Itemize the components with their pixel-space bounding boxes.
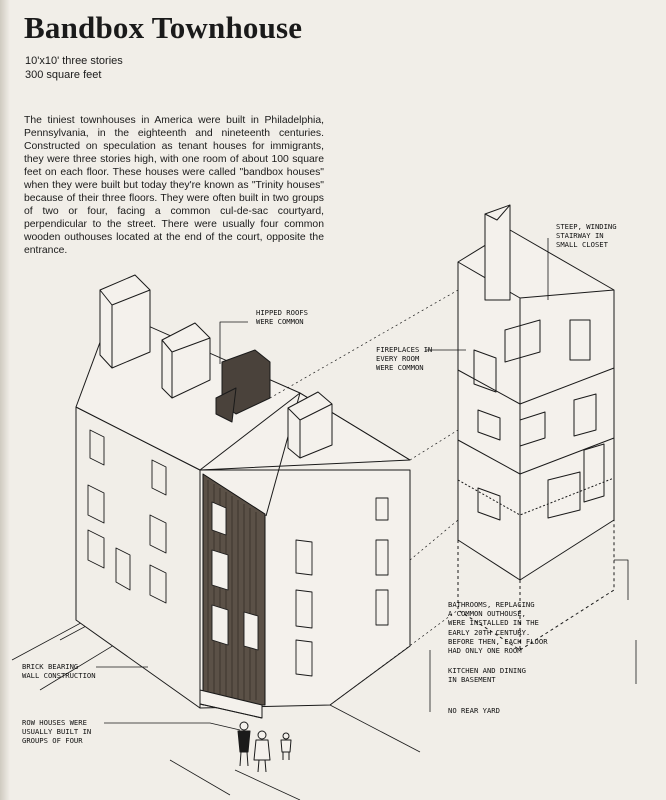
kitchen-note: KITCHEN AND DINING IN BASEMENT xyxy=(448,666,526,685)
people-figures xyxy=(238,722,291,772)
bathrooms-note: BATHROOMS, REPLACING A COMMON OUTHOUSE, WERE INSTALLED IN THE EARLY 20TH CENTURY. BEFORE THEN, EACH FLOOR HAD ONLY ONE ROOM xyxy=(448,600,548,656)
area-spec: 300 square feet xyxy=(25,69,102,81)
page-title: Bandbox Townhouse xyxy=(24,10,303,45)
row-houses-note: ROW HOUSES WERE USUALLY BUILT IN GROUPS OF FOUR xyxy=(22,718,92,746)
brick-bearing-note: BRICK BEARING WALL CONSTRUCTION xyxy=(22,662,96,681)
cutaway-house-drawing xyxy=(458,205,614,650)
hipped-roofs-note: HIPPED ROOFS WERE COMMON xyxy=(256,308,308,327)
stairway-note: STEEP, WINDING STAIRWAY IN SMALL CLOSET xyxy=(556,222,617,250)
description-paragraph: The tiniest townhouses in America were built in Philadelphia, Pennsylvania, in the eighteenth and nineteenth centuries. Constructed on speculation as tenant houses for immigrants, they were three stories high, with one room of about 100 square feet on each floor. These houses were called "bandbox houses" when they were built but today they're known as "Trinity houses" because of their three floors. They were often built in two groups of two or four, facing a common cul-de-sac courtyard, perpendicular to the street. There were usually four common wooden outhouses located at the end of the court, opposite the entrance. xyxy=(24,115,324,256)
fireplaces-note: FIREPLACES IN EVERY ROOM WERE COMMON xyxy=(376,345,433,373)
row-houses-drawing xyxy=(76,275,410,718)
dimensions-spec: 10'x10' three stories xyxy=(25,55,123,67)
no-rear-yard-note: NO REAR YARD xyxy=(448,706,500,715)
